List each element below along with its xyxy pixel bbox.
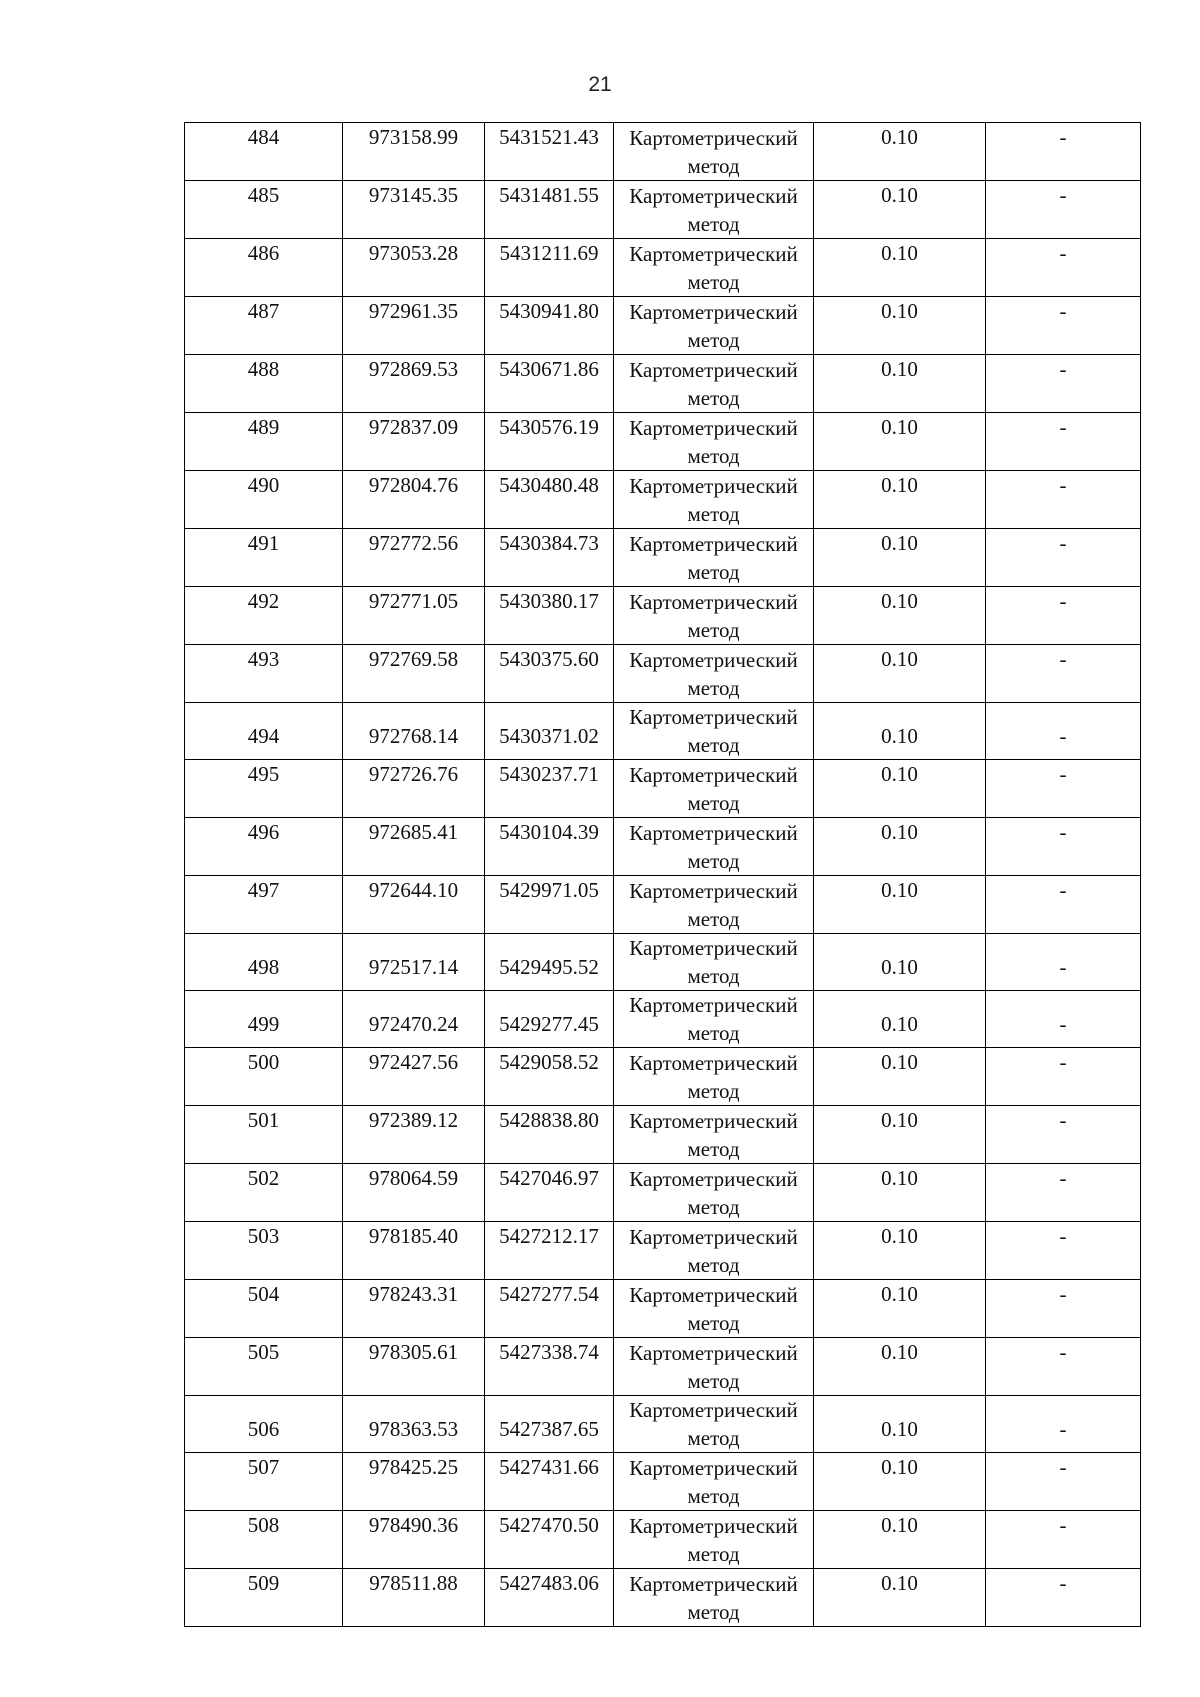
method-cell: Картометрический метод: [614, 818, 814, 876]
table-row: [185, 123, 1141, 181]
x-coordinate-cell: 973158.99: [343, 123, 485, 181]
y-coordinate-cell: 5428838.80: [485, 1106, 614, 1164]
accuracy-cell: 0.10: [814, 1164, 986, 1222]
table-row: [185, 1569, 1141, 1627]
accuracy-cell: 0.10: [814, 1569, 986, 1627]
accuracy-cell: 0.10: [814, 703, 986, 760]
point-number-cell: 484: [185, 123, 343, 181]
method-cell: Картометрический метод: [614, 239, 814, 297]
point-number-cell: 494: [185, 703, 343, 760]
y-coordinate-cell: 5431481.55: [485, 181, 614, 239]
method-cell: Картометрический метод: [614, 1569, 814, 1627]
note-cell: -: [986, 818, 1141, 876]
x-coordinate-cell: 978490.36: [343, 1511, 485, 1569]
y-coordinate-cell: 5431521.43: [485, 123, 614, 181]
x-coordinate-cell: 972427.56: [343, 1048, 485, 1106]
table-row: [185, 1222, 1141, 1280]
note-cell: -: [986, 1569, 1141, 1627]
table-row: [185, 760, 1141, 818]
point-number-cell: 496: [185, 818, 343, 876]
method-cell: Картометрический метод: [614, 1048, 814, 1106]
accuracy-cell: 0.10: [814, 123, 986, 181]
method-cell: Картометрический метод: [614, 297, 814, 355]
y-coordinate-cell: 5430104.39: [485, 818, 614, 876]
note-cell: -: [986, 1222, 1141, 1280]
x-coordinate-cell: 972685.41: [343, 818, 485, 876]
y-coordinate-cell: 5427470.50: [485, 1511, 614, 1569]
table-row: [185, 1048, 1141, 1106]
point-number-cell: 490: [185, 471, 343, 529]
point-number-cell: 489: [185, 413, 343, 471]
note-cell: -: [986, 239, 1141, 297]
point-number-cell: 498: [185, 934, 343, 991]
point-number-cell: 493: [185, 645, 343, 703]
method-cell: Картометрический метод: [614, 587, 814, 645]
note-cell: -: [986, 471, 1141, 529]
accuracy-cell: 0.10: [814, 529, 986, 587]
page-number: 21: [588, 73, 612, 96]
accuracy-cell: 0.10: [814, 587, 986, 645]
y-coordinate-cell: 5431211.69: [485, 239, 614, 297]
x-coordinate-cell: 972470.24: [343, 991, 485, 1048]
method-cell: Картометрический метод: [614, 1280, 814, 1338]
accuracy-cell: 0.10: [814, 355, 986, 413]
y-coordinate-cell: 5430380.17: [485, 587, 614, 645]
table-row: [185, 818, 1141, 876]
coordinates-table-body: [185, 123, 1141, 1627]
y-coordinate-cell: 5430384.73: [485, 529, 614, 587]
note-cell: -: [986, 123, 1141, 181]
point-number-cell: 506: [185, 1396, 343, 1453]
x-coordinate-cell: 972389.12: [343, 1106, 485, 1164]
y-coordinate-cell: 5430941.80: [485, 297, 614, 355]
y-coordinate-cell: 5427483.06: [485, 1569, 614, 1627]
table-row: [185, 703, 1141, 760]
table-row: [185, 1106, 1141, 1164]
method-cell: Картометрический метод: [614, 1453, 814, 1511]
point-number-cell: 501: [185, 1106, 343, 1164]
point-number-cell: 488: [185, 355, 343, 413]
accuracy-cell: 0.10: [814, 297, 986, 355]
note-cell: -: [986, 297, 1141, 355]
method-cell: Картометрический метод: [614, 1106, 814, 1164]
accuracy-cell: 0.10: [814, 1222, 986, 1280]
note-cell: -: [986, 1164, 1141, 1222]
note-cell: -: [986, 1396, 1141, 1453]
table-row: [185, 413, 1141, 471]
note-cell: -: [986, 529, 1141, 587]
method-cell: Картометрический метод: [614, 355, 814, 413]
accuracy-cell: 0.10: [814, 645, 986, 703]
accuracy-cell: 0.10: [814, 760, 986, 818]
note-cell: -: [986, 760, 1141, 818]
x-coordinate-cell: 972768.14: [343, 703, 485, 760]
x-coordinate-cell: 972517.14: [343, 934, 485, 991]
table-row: [185, 355, 1141, 413]
note-cell: -: [986, 1338, 1141, 1396]
table-row: [185, 297, 1141, 355]
point-number-cell: 503: [185, 1222, 343, 1280]
x-coordinate-cell: 972772.56: [343, 529, 485, 587]
table-row: [185, 1396, 1141, 1453]
point-number-cell: 509: [185, 1569, 343, 1627]
point-number-cell: 491: [185, 529, 343, 587]
x-coordinate-cell: 972961.35: [343, 297, 485, 355]
x-coordinate-cell: 972771.05: [343, 587, 485, 645]
x-coordinate-cell: 978185.40: [343, 1222, 485, 1280]
accuracy-cell: 0.10: [814, 876, 986, 934]
method-cell: Картометрический метод: [614, 1396, 814, 1453]
coordinates-table: [184, 122, 1141, 1627]
note-cell: -: [986, 645, 1141, 703]
accuracy-cell: 0.10: [814, 1338, 986, 1396]
point-number-cell: 495: [185, 760, 343, 818]
note-cell: -: [986, 876, 1141, 934]
table-row: [185, 1164, 1141, 1222]
x-coordinate-cell: 973053.28: [343, 239, 485, 297]
point-number-cell: 492: [185, 587, 343, 645]
note-cell: -: [986, 1280, 1141, 1338]
accuracy-cell: 0.10: [814, 1453, 986, 1511]
note-cell: -: [986, 991, 1141, 1048]
y-coordinate-cell: 5429277.45: [485, 991, 614, 1048]
x-coordinate-cell: 972769.58: [343, 645, 485, 703]
y-coordinate-cell: 5429495.52: [485, 934, 614, 991]
accuracy-cell: 0.10: [814, 1511, 986, 1569]
table-row: [185, 645, 1141, 703]
method-cell: Картометрический метод: [614, 1164, 814, 1222]
accuracy-cell: 0.10: [814, 1106, 986, 1164]
method-cell: Картометрический метод: [614, 645, 814, 703]
table-row: [185, 934, 1141, 991]
x-coordinate-cell: 978511.88: [343, 1569, 485, 1627]
x-coordinate-cell: 972804.76: [343, 471, 485, 529]
accuracy-cell: 0.10: [814, 239, 986, 297]
method-cell: Картометрический метод: [614, 1511, 814, 1569]
method-cell: Картометрический метод: [614, 876, 814, 934]
point-number-cell: 487: [185, 297, 343, 355]
method-cell: Картометрический метод: [614, 413, 814, 471]
method-cell: Картометрический метод: [614, 934, 814, 991]
y-coordinate-cell: 5427277.54: [485, 1280, 614, 1338]
x-coordinate-cell: 972726.76: [343, 760, 485, 818]
y-coordinate-cell: 5430480.48: [485, 471, 614, 529]
table-row: [185, 1338, 1141, 1396]
note-cell: -: [986, 355, 1141, 413]
y-coordinate-cell: 5429971.05: [485, 876, 614, 934]
table-row: [185, 1453, 1141, 1511]
method-cell: Картометрический метод: [614, 123, 814, 181]
x-coordinate-cell: 978363.53: [343, 1396, 485, 1453]
note-cell: -: [986, 181, 1141, 239]
y-coordinate-cell: 5427387.65: [485, 1396, 614, 1453]
x-coordinate-cell: 972644.10: [343, 876, 485, 934]
x-coordinate-cell: 972869.53: [343, 355, 485, 413]
table-row: [185, 239, 1141, 297]
table-row: [185, 1511, 1141, 1569]
x-coordinate-cell: 978305.61: [343, 1338, 485, 1396]
point-number-cell: 500: [185, 1048, 343, 1106]
method-cell: Картометрический метод: [614, 529, 814, 587]
method-cell: Картометрический метод: [614, 181, 814, 239]
accuracy-cell: 0.10: [814, 1280, 986, 1338]
method-cell: Картометрический метод: [614, 1222, 814, 1280]
y-coordinate-cell: 5430375.60: [485, 645, 614, 703]
x-coordinate-cell: 978064.59: [343, 1164, 485, 1222]
method-cell: Картометрический метод: [614, 760, 814, 818]
point-number-cell: 485: [185, 181, 343, 239]
x-coordinate-cell: 972837.09: [343, 413, 485, 471]
note-cell: -: [986, 413, 1141, 471]
method-cell: Картометрический метод: [614, 991, 814, 1048]
y-coordinate-cell: 5427338.74: [485, 1338, 614, 1396]
method-cell: Картометрический метод: [614, 703, 814, 760]
table-row: [185, 471, 1141, 529]
point-number-cell: 502: [185, 1164, 343, 1222]
accuracy-cell: 0.10: [814, 1048, 986, 1106]
accuracy-cell: 0.10: [814, 471, 986, 529]
method-cell: Картометрический метод: [614, 471, 814, 529]
table-row: [185, 529, 1141, 587]
method-cell: Картометрический метод: [614, 1338, 814, 1396]
point-number-cell: 499: [185, 991, 343, 1048]
accuracy-cell: 0.10: [814, 818, 986, 876]
point-number-cell: 504: [185, 1280, 343, 1338]
table-row: [185, 587, 1141, 645]
y-coordinate-cell: 5430237.71: [485, 760, 614, 818]
point-number-cell: 505: [185, 1338, 343, 1396]
accuracy-cell: 0.10: [814, 934, 986, 991]
y-coordinate-cell: 5427046.97: [485, 1164, 614, 1222]
table-row: [185, 876, 1141, 934]
note-cell: -: [986, 1511, 1141, 1569]
note-cell: -: [986, 1048, 1141, 1106]
y-coordinate-cell: 5430371.02: [485, 703, 614, 760]
note-cell: -: [986, 1106, 1141, 1164]
x-coordinate-cell: 978425.25: [343, 1453, 485, 1511]
x-coordinate-cell: 973145.35: [343, 181, 485, 239]
point-number-cell: 508: [185, 1511, 343, 1569]
point-number-cell: 507: [185, 1453, 343, 1511]
y-coordinate-cell: 5430671.86: [485, 355, 614, 413]
accuracy-cell: 0.10: [814, 413, 986, 471]
table-row: [185, 1280, 1141, 1338]
y-coordinate-cell: 5430576.19: [485, 413, 614, 471]
x-coordinate-cell: 978243.31: [343, 1280, 485, 1338]
accuracy-cell: 0.10: [814, 991, 986, 1048]
point-number-cell: 486: [185, 239, 343, 297]
table-row: [185, 181, 1141, 239]
note-cell: -: [986, 587, 1141, 645]
note-cell: -: [986, 1453, 1141, 1511]
accuracy-cell: 0.10: [814, 181, 986, 239]
note-cell: -: [986, 934, 1141, 991]
point-number-cell: 497: [185, 876, 343, 934]
y-coordinate-cell: 5429058.52: [485, 1048, 614, 1106]
y-coordinate-cell: 5427212.17: [485, 1222, 614, 1280]
accuracy-cell: 0.10: [814, 1396, 986, 1453]
note-cell: -: [986, 703, 1141, 760]
y-coordinate-cell: 5427431.66: [485, 1453, 614, 1511]
table-row: [185, 991, 1141, 1048]
